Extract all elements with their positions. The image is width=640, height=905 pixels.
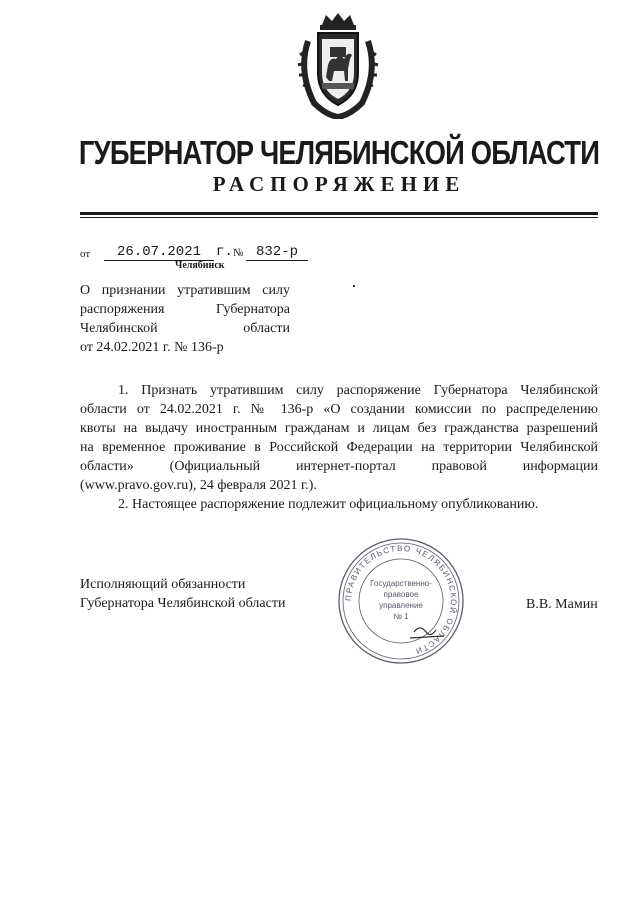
subject-line: Челябинской области <box>80 321 290 336</box>
svg-text:ПРАВИТЕЛЬСТВО ЧЕЛЯБИНСКОЙ ОБЛА <box>344 544 458 656</box>
official-stamp <box>336 536 466 666</box>
body-line: 1. Признать утратившим силу распоряжение Губернатора Челябинской <box>118 383 598 398</box>
date-prefix: от <box>80 248 91 260</box>
document-number: 832-р <box>246 244 308 261</box>
signatory-name: В.В. Мамин <box>526 597 598 612</box>
stamp-inner-text: Государственно- <box>370 579 432 588</box>
body-paragraph-2: 2. Настоящее распоряжение подлежит официальному опубликованию. <box>118 497 539 512</box>
header-divider-thin <box>80 217 598 218</box>
body-line: области» (Официальный интернет-портал правовой информации <box>80 459 598 474</box>
subject-line: распоряжения Губернатора <box>80 302 290 317</box>
stamp-inner-text: правовое <box>383 590 419 599</box>
subject-line: О признании утратившим силу <box>80 283 290 298</box>
stamp-inner-text: № 1 <box>393 612 409 621</box>
stamp-outer-text: ПРАВИТЕЛЬСТВО ЧЕЛЯБИНСКОЙ ОБЛАСТИ <box>343 543 459 657</box>
scan-artifact <box>353 285 355 287</box>
document-date: 26.07.2021 <box>104 244 214 261</box>
subject-line: от 24.02.2021 г. № 136-р <box>80 340 224 355</box>
body-line: области от 24.02.2021 г. № 136-р «О создании комиссии по распределению <box>80 402 598 417</box>
year-suffix: г. <box>216 244 233 260</box>
body-line: на временное проживание в Российской Федерации на территории Челябинской <box>80 440 598 455</box>
body-line: квоты на выдачу иностранным гражданам и лицам без гражданства разрешений <box>80 421 598 436</box>
chelyabinsk-coat-of-arms-icon <box>296 11 380 119</box>
document-type: РАСПОРЯЖЕНИЕ <box>212 172 466 196</box>
signatory-position: Исполняющий обязанности <box>80 577 246 592</box>
organization-title: ГУБЕРНАТОР ЧЕЛЯБИНСКОЙ ОБЛАСТИ <box>78 134 600 171</box>
stamp-inner-text: управление <box>379 601 423 610</box>
signatory-position: Губернатора Челябинской области <box>80 596 286 611</box>
body-line: (www.pravo.gov.ru), 24 февраля 2021 г.). <box>80 478 317 493</box>
city: Челябинск <box>175 260 225 271</box>
header-divider-thick <box>80 212 598 215</box>
number-sign: № <box>233 247 244 259</box>
